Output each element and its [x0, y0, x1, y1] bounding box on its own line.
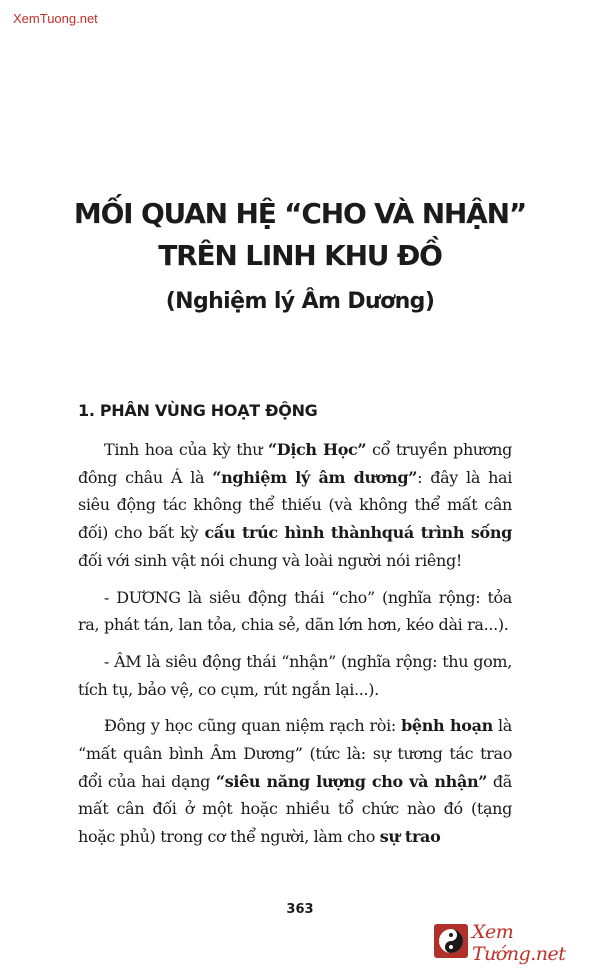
site-watermark: XemTuong.net: [13, 11, 98, 26]
paragraph-3: - ÂM là siêu động thái “nhận” (nghĩa rộng: thu gom, tích tụ, bảo vệ, co cụm, rút ngắn lại...).: [78, 651, 512, 699]
paragraph-1: Tinh hoa của kỳ thư “Dịch Học” cổ truyền phương đông châu Á là “nghiệm lý âm dương”: đây là hai siêu động tác không thể thiếu (và không thể mất cân đối) cho bất kỳ cấu trúc hình thànhquá trình sống đối với sinh vật nói chung và loài người nói riêng!: [78, 440, 513, 570]
page-number: 363: [286, 902, 314, 917]
section-heading: 1. PHÂN VÙNG HOẠT ĐỘNG: [78, 401, 318, 420]
body-text: [78, 436, 512, 851]
title-line-2: TRÊN LINH KHU ĐỒ: [158, 239, 442, 272]
yin-yang-icon: [434, 924, 468, 962]
paragraph-4: Đông y học cũng quan niệm rạch ròi: bệnh hoạn là “mất quân bình Âm Dương” (tức là: sự tương tác trao đổi của hai dạng “siêu năng lượng cho và nhận” đã mất cân đối ở một hoặc nhiều tổ chức nào đó (tạng hoặc phủ) trong cơ thể người, làm cho sự trao: [78, 716, 512, 847]
site-logo: [434, 921, 600, 965]
title-subtitle: (Nghiệm lý Âm Dương): [165, 289, 435, 314]
chapter-title: [0, 195, 600, 317]
title-line-1: MỐI QUAN HỆ “CHO VÀ NHẬN”: [73, 197, 527, 230]
paragraph-2: - DƯƠNG là siêu động thái “cho” (nghĩa rộng: tỏa ra, phát tán, lan tỏa, chia sẻ, dãn lớn hơn, kéo dài ra...).: [78, 587, 512, 635]
logo-text: Xem Tướng.net: [472, 921, 566, 965]
